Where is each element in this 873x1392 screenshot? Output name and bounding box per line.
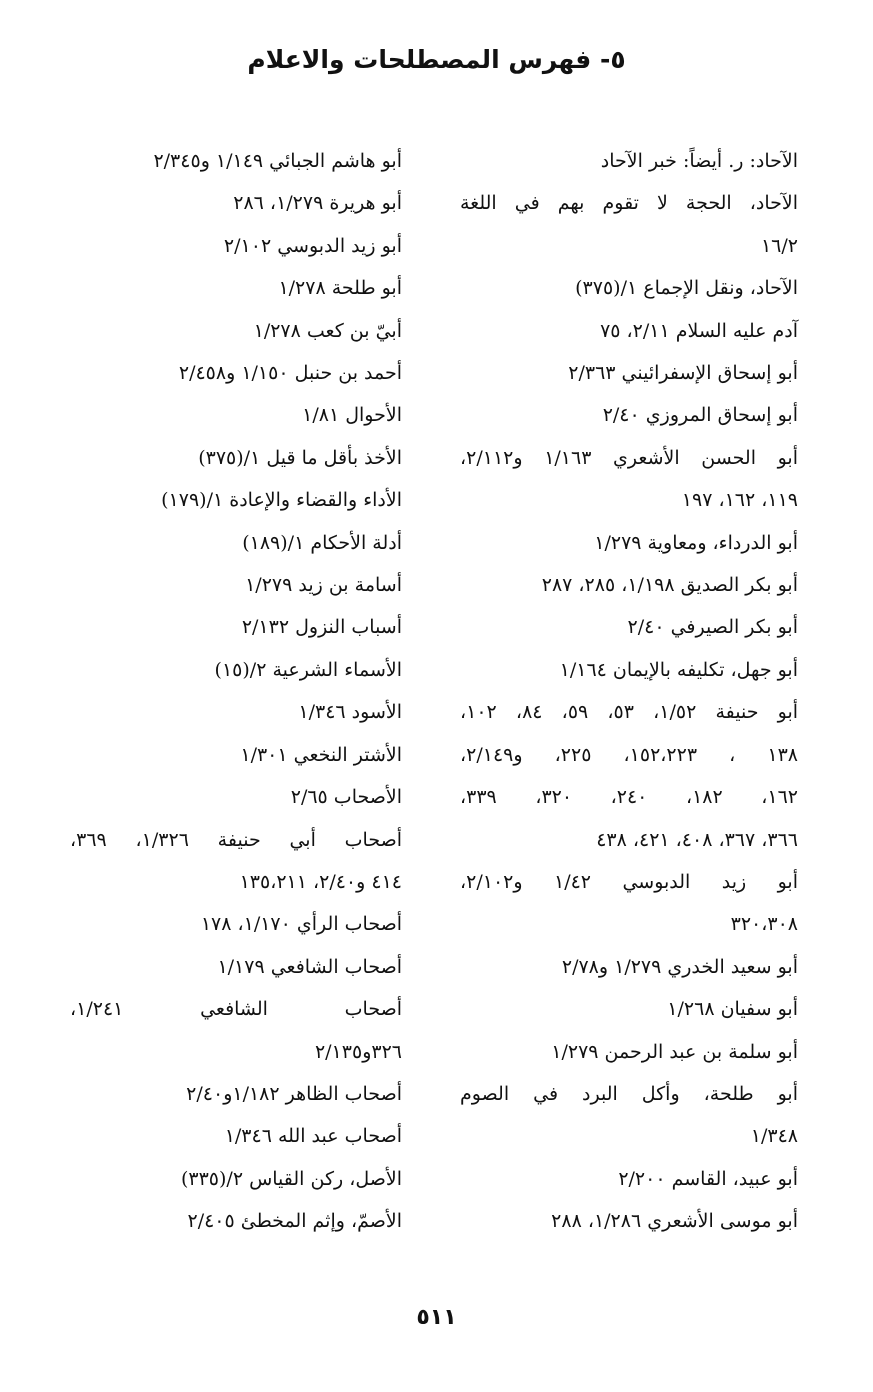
index-entry: أصحاب الظاهر ١/١٨٢و٢/٤٠ xyxy=(186,1082,402,1105)
index-entry: أبو سعيد الخدري ١/٢٧٩ و٢/٧٨ xyxy=(561,955,798,978)
index-entry-continuation: ١٦٢، ١٨٢، ٢٤٠، ٣٢٠، ٣٣٩، xyxy=(460,786,799,809)
index-entry-continuation: ٣٢٦و٢/١٣٥ xyxy=(314,1040,402,1063)
page-number: ٥١١ xyxy=(416,1305,457,1330)
index-entry: أبو الدرداء، ومعاوية ١/٢٧٩ xyxy=(594,531,798,554)
index-entry: أصحاب الشافعي ١/١٧٩ xyxy=(217,955,402,978)
index-entry: الأصحاب ٢/٦٥ xyxy=(290,786,402,809)
right-column xyxy=(460,140,798,1243)
index-entry: أبيّ بن كعب ١/٢٧٨ xyxy=(253,319,402,342)
index-entry: الأصل، ركن القياس ٢/(٣٣٥) xyxy=(180,1167,402,1190)
index-entry: أصحاب الشافعي ١/٢٤١، xyxy=(70,998,402,1021)
index-entry-continuation: ١/٣٤٨ xyxy=(750,1125,798,1148)
left-column xyxy=(70,140,402,1243)
index-entry: أبو حنيفة ١/٥٢، ٥٣، ٥٩، ٨٤، ١٠٢، xyxy=(460,701,799,724)
index-entry: أبو بكر الصديق ١/١٩٨، ٢٨٥، ٢٨٧ xyxy=(541,574,798,597)
index-entry: الأسود ١/٣٤٦ xyxy=(298,701,402,724)
index-entry-continuation: ٣٦٦، ٣٦٧، ٤٠٨، ٤٢١، ٤٣٨ xyxy=(596,828,798,851)
index-entry: الأداء والقضاء والإعادة ١/(١٧٩) xyxy=(161,489,402,512)
index-entry: الأصمّ، وإثم المخطئ ٢/٤٠٥ xyxy=(187,1210,402,1233)
index-entry: أبو طلحة ١/٢٧٨ xyxy=(278,277,402,300)
page-title: ٥- فهرس المصطلحات والاعلام xyxy=(247,45,626,74)
index-entry: أسامة بن زيد ١/٢٧٩ xyxy=(245,574,402,597)
index-entry: أبو بكر الصيرفي ٢/٤٠ xyxy=(627,616,798,639)
index-entry: أصحاب عبد الله ١/٣٤٦ xyxy=(224,1125,402,1148)
index-entry: أبو إسحاق المروزي ٢/٤٠ xyxy=(602,404,798,427)
index-entry: أصحاب الرأي ١/١٧٠، ١٧٨ xyxy=(200,913,402,936)
index-entry: أبو هريرة ١/٢٧٩، ٢٨٦ xyxy=(233,192,402,215)
index-entry-continuation: ١٦/٢ xyxy=(760,234,798,257)
index-entry: أبو إسحاق الإسفرائيني ٢/٣٦٣ xyxy=(568,362,798,385)
index-entry: أبو جهل، تكليفه بالإيمان ١/١٦٤ xyxy=(559,658,798,681)
index-entry-continuation: ١١٩، ١٦٢، ١٩٧ xyxy=(681,489,798,512)
index-entry: الأشتر النخعي ١/٣٠١ xyxy=(240,743,402,766)
index-entry: آدم عليه السلام ٢/١١، ٧٥ xyxy=(600,319,798,342)
index-entry: أبو زيد الدبوسي ٢/١٠٢ xyxy=(223,234,402,257)
index-entry: أبو الحسن الأشعري ١/١٦٣ و٢/١١٢، xyxy=(460,446,798,469)
index-entry: الآحاد، الحجة لا تقوم بهم في اللغة xyxy=(460,192,798,215)
index-entry: الأحوال ١/٨١ xyxy=(302,404,402,427)
index-entry: أبو هاشم الجبائي ١/١٤٩ و٢/٣٤٥ xyxy=(153,150,402,172)
index-entry: أسباب النزول ٢/١٣٢ xyxy=(241,616,402,639)
index-entry: الأسماء الشرعية ٢/(١٥) xyxy=(214,658,402,681)
index-entry: أبو سلمة بن عبد الرحمن ١/٢٧٩ xyxy=(551,1040,798,1063)
index-entry: أبو موسى الأشعري ١/٢٨٦، ٢٨٨ xyxy=(551,1210,798,1233)
index-entry: أبو سفيان ١/٢٦٨ xyxy=(667,998,798,1021)
index-entry: أدلة الأحكام ١/(١٨٩) xyxy=(242,531,402,554)
index-entry: الآحاد: ر. أيضاً: خبر الآحاد xyxy=(600,150,798,172)
index-entry: أصحاب أبي حنيفة ١/٣٢٦، ٣٦٩، xyxy=(70,828,402,851)
index-entry: الآحاد، ونقل الإجماع ١/(٣٧٥) xyxy=(575,277,798,300)
index-entry-continuation: ٤١٤ و٢/٤٠، ١٣٥،٢١١ xyxy=(239,870,402,893)
index-entry: أبو طلحة، وأكل البرد في الصوم xyxy=(460,1082,798,1105)
index-entry: أبو عبيد، القاسم ٢/٢٠٠ xyxy=(618,1167,798,1190)
index-entry-continuation: ١٣٨ ، ١٥٢،٢٢٣، ٢٢٥، و٢/١٤٩، xyxy=(460,743,798,766)
index-entry-continuation: ٣٢٠،٣٠٨ xyxy=(730,913,798,936)
index-entry: أحمد بن حنبل ١/١٥٠ و٢/٤٥٨ xyxy=(178,362,402,385)
index-entry: الأخذ بأقل ما قيل ١/(٣٧٥) xyxy=(198,446,402,469)
index-entry: أبو زيد الدبوسي ١/٤٢ و٢/١٠٢، xyxy=(460,870,799,893)
